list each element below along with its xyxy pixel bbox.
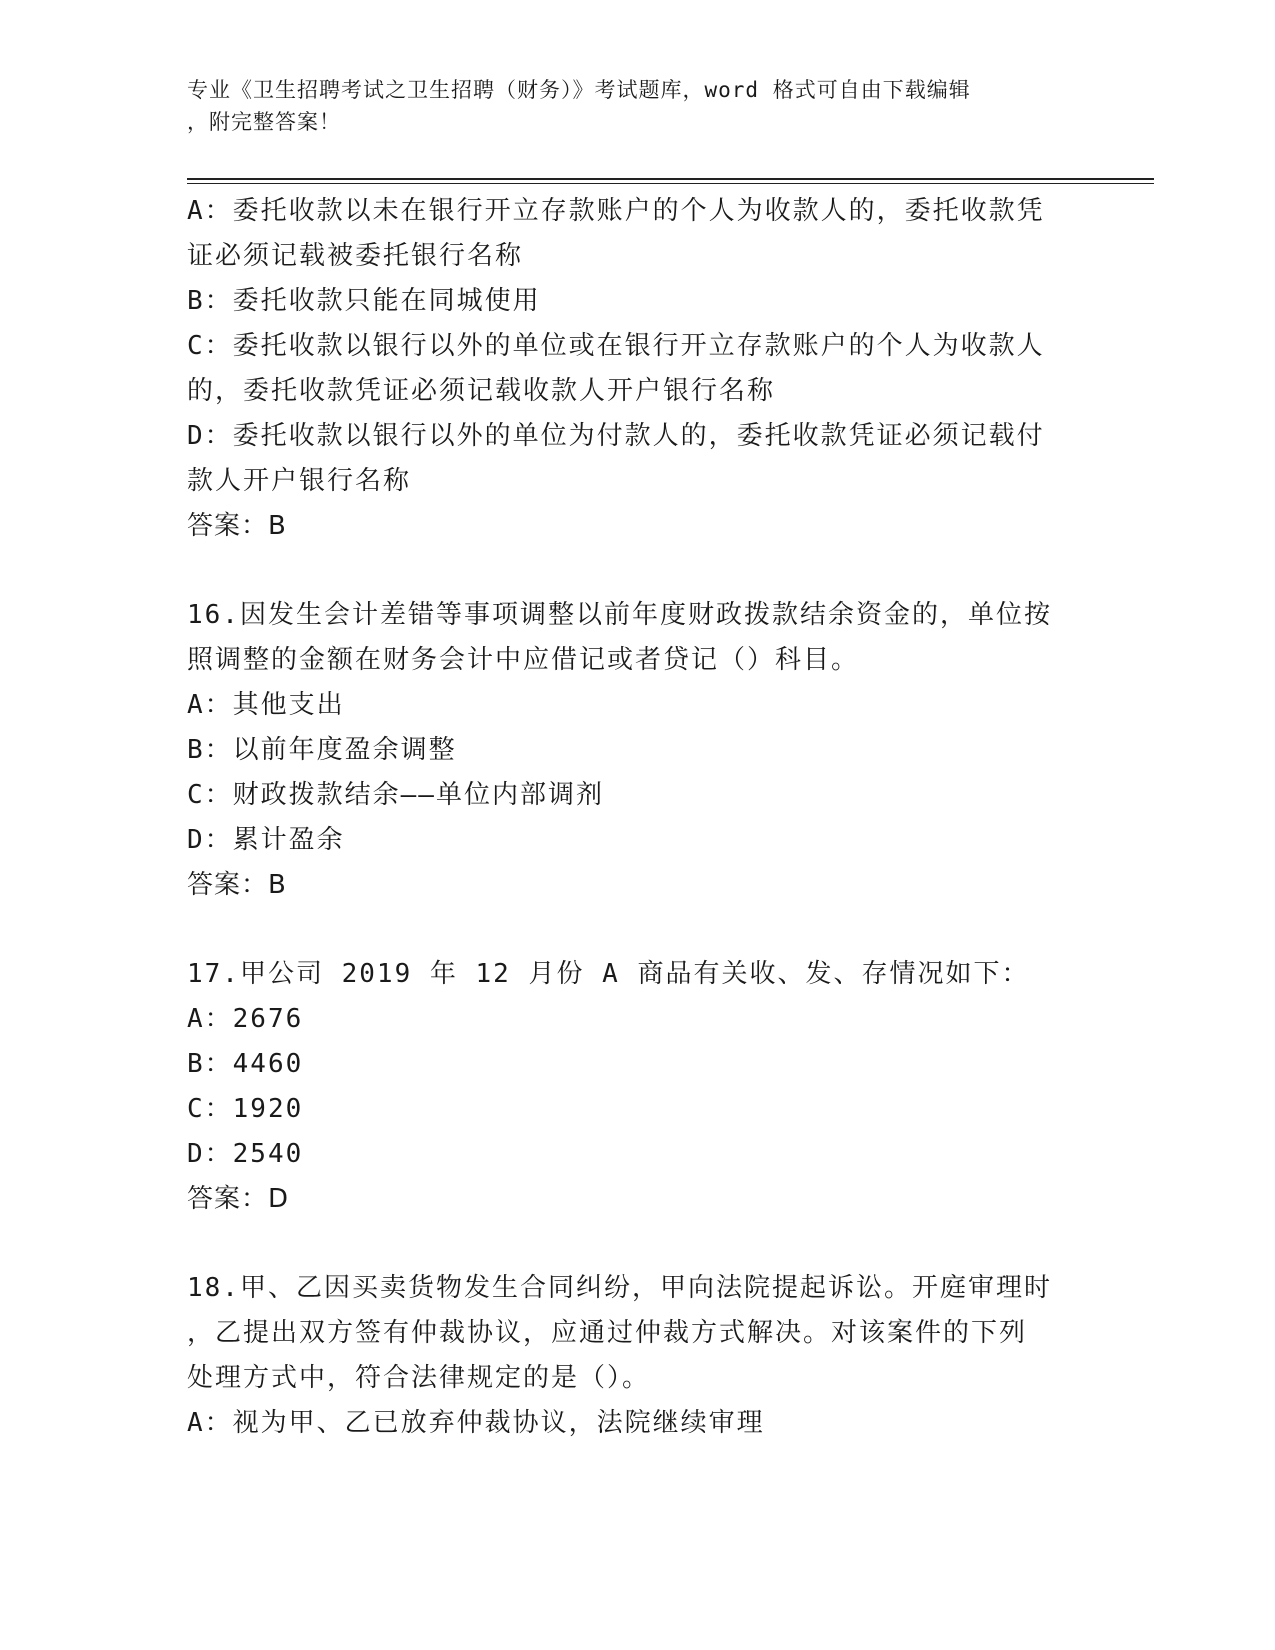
question-stem-line-3: 处理方式中，符合法律规定的是（）。 bbox=[187, 1363, 651, 1393]
option-c-line-1: C：委托收款以银行以外的单位或在银行开立存款账户的个人为收款人 bbox=[187, 331, 1045, 361]
option-b: B：委托收款只能在同城使用 bbox=[187, 286, 541, 316]
header-line-2: ，附完整答案！ bbox=[187, 110, 341, 134]
option-b: B：4460 bbox=[187, 1049, 304, 1079]
question-stem-line-1: 18.甲、乙因买卖货物发生合同纠纷，甲向法院提起诉讼。开庭审理时 bbox=[187, 1273, 1052, 1303]
option-a: A：2676 bbox=[187, 1004, 304, 1034]
question-17 bbox=[187, 952, 1077, 1222]
option-d: D：2540 bbox=[187, 1139, 304, 1169]
question-stem-line-2: 照调整的金额在财务会计中应借记或者贷记（）科目。 bbox=[187, 645, 860, 675]
option-c: C：财政拨款结余——单位内部调剂 bbox=[187, 780, 604, 810]
answer: 答案：B bbox=[187, 870, 287, 900]
header-line-1: 专业《卫生招聘考试之卫生招聘（财务）》考试题库，word 格式可自由下载编辑 bbox=[187, 78, 971, 102]
question-18 bbox=[187, 1266, 1077, 1446]
question-stem: 17.甲公司 2019 年 12 月份 A 商品有关收、发、存情况如下： bbox=[187, 959, 1030, 989]
option-d: D：累计盈余 bbox=[187, 825, 345, 855]
option-d-line-1: D：委托收款以银行以外的单位为付款人的，委托收款凭证必须记载付 bbox=[187, 421, 1045, 451]
question-stem-line-1: 16.因发生会计差错等事项调整以前年度财政拨款结余资金的，单位按 bbox=[187, 600, 1052, 630]
option-c-line-2: 的，委托收款凭证必须记载收款人开户银行名称 bbox=[187, 376, 776, 406]
header-divider-thick bbox=[187, 178, 1154, 180]
option-a: A：其他支出 bbox=[187, 690, 345, 720]
document-body bbox=[187, 189, 1077, 1446]
question-stem-line-2: ，乙提出双方签有仲裁协议，应通过仲裁方式解决。对该案件的下列 bbox=[187, 1318, 1028, 1348]
question-16 bbox=[187, 593, 1077, 908]
answer: 答案：D bbox=[187, 1184, 290, 1214]
answer: 答案：B bbox=[187, 511, 287, 541]
header-divider-thin bbox=[187, 183, 1154, 184]
spacer bbox=[187, 549, 1077, 593]
option-a-line-1: A：委托收款以未在银行开立存款账户的个人为收款人的，委托收款凭 bbox=[187, 196, 1045, 226]
spacer bbox=[187, 1222, 1077, 1266]
option-a: A：视为甲、乙已放弃仲裁协议，法院继续审理 bbox=[187, 1408, 765, 1438]
question-15-options bbox=[187, 189, 1077, 549]
spacer bbox=[187, 908, 1077, 952]
option-c: C：1920 bbox=[187, 1094, 304, 1124]
option-b: B：以前年度盈余调整 bbox=[187, 735, 457, 765]
option-a-line-2: 证必须记载被委托银行名称 bbox=[187, 241, 524, 271]
option-d-line-2: 款人开户银行名称 bbox=[187, 466, 412, 496]
document-header bbox=[187, 74, 1067, 138]
